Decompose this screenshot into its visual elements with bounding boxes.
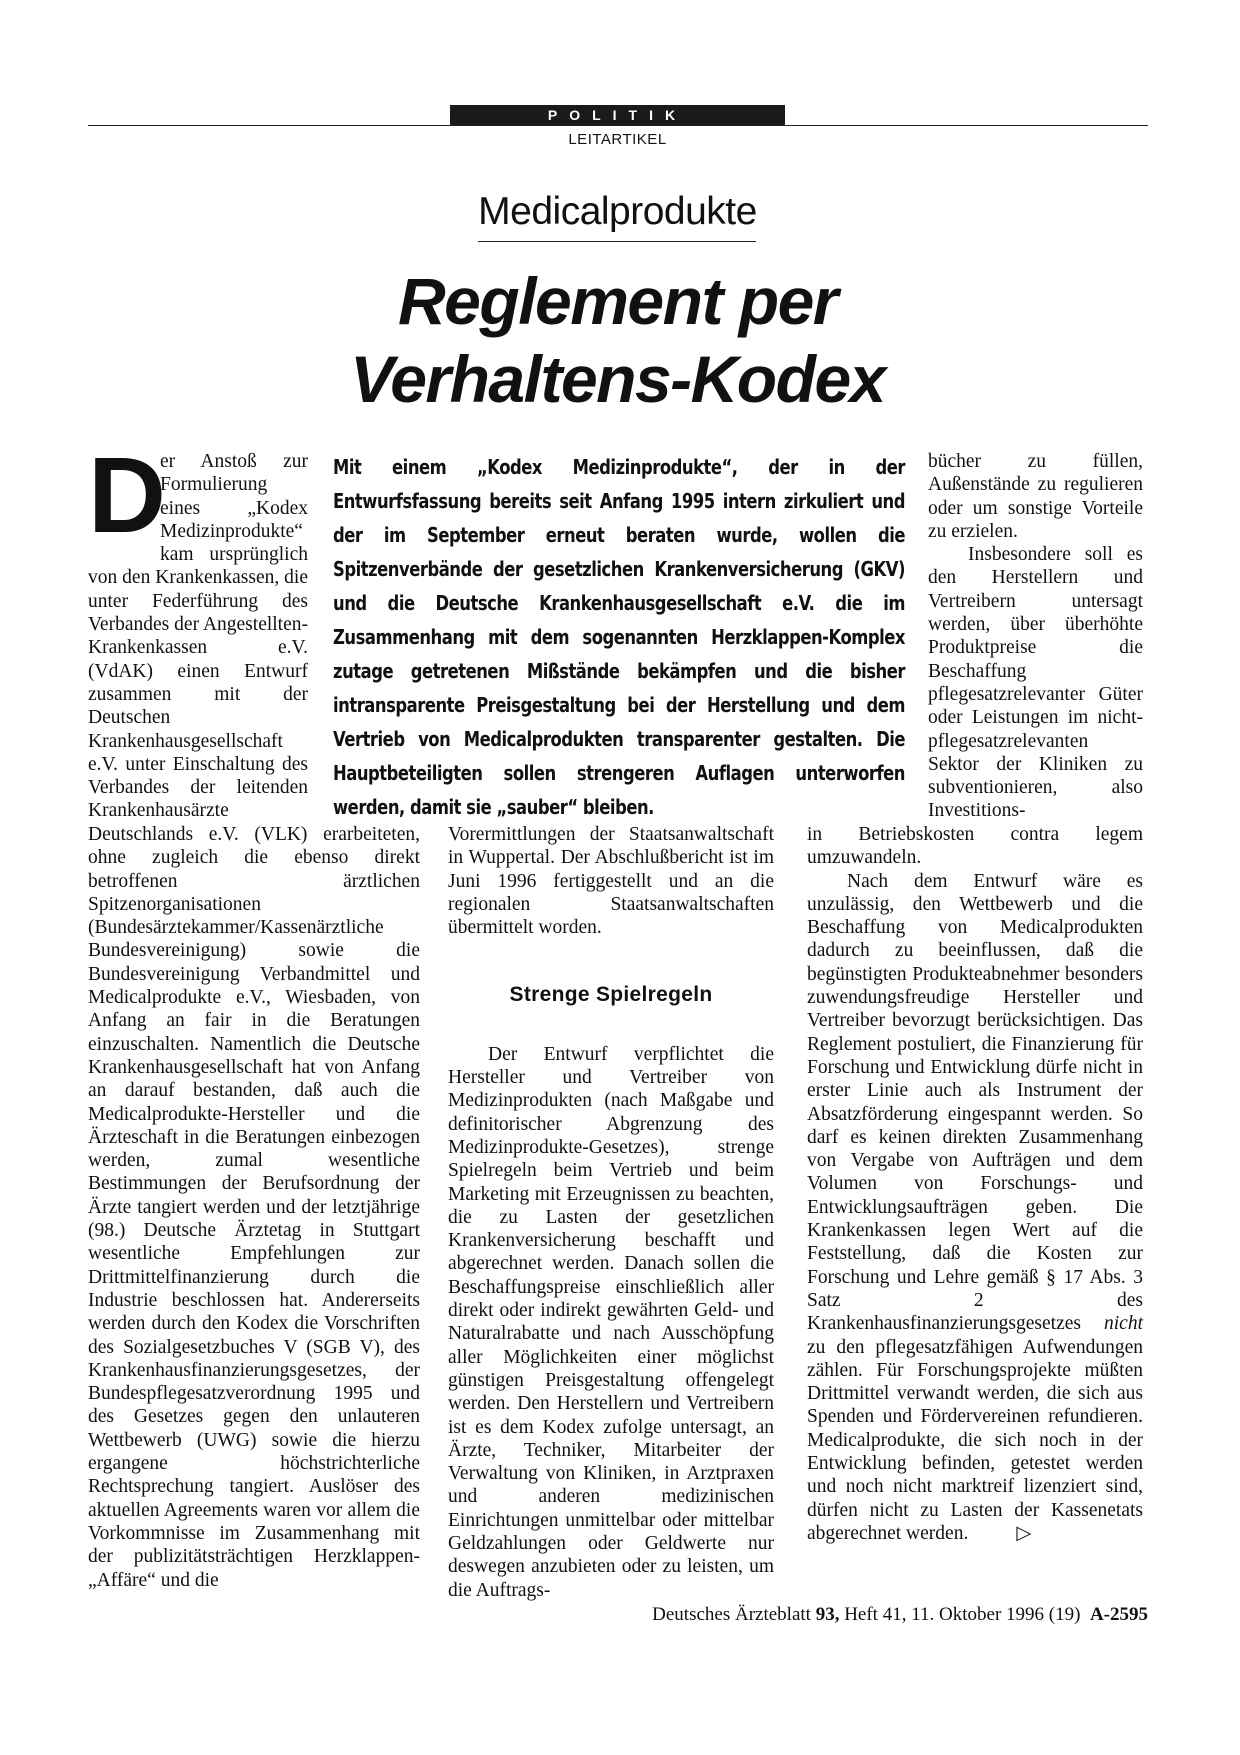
paragraph: Deutschlands e.V. (VLK) erarbeiteten, ohne zugleich die ebenso direkt betroffenen ärztlichen Spitzenorganisationen (Bundesärztekammer/Kassenärztliche Bundesvereinigung) sowie die Bundesvereinigung Verbandmittel und Medicalprodukte e.V., Wiesbaden, von Anfang an fair in die Beratungen einzuschalten. Namentlich die Deutsche Krankenhausgesellschaft hat von Anfang an darauf bestanden, daß auch die Medicalprodukte-Hersteller und die Ärzteschaft in die Beratungen einbezogen werden, zumal wesentliche Bestimmungen der Berufsordnung der Ärzte tangiert werden und der letztjährige (98.) Deutsche Ärztetag in Stuttgart wesentliche Empfehlungen zur Drittmittelfinanzierung durch die Industrie beschlossen hat. Andererseits werden durch den Kodex die Vorschriften des Sozialgesetzbuches V (SGB V), des Krankenhausfinanzierungsgesetzes, der Bundespflegesatzverordnung 1995 und des Gesetzes gegen den unlauteren Wettbewerb (UWG) sowie die hierzu ergangene höchstrichterliche Rechtsprechung tangiert. Auslöser des aktuellen Agreements waren vor allem die Vorkommnisse im Zusammenhang mit der publizitätsträchtigen Herzklappen-„Affäre“ und die [88, 824, 420, 1591]
column-right [807, 823, 1143, 1545]
headline [250, 262, 985, 418]
drop-cap: D [88, 434, 166, 555]
column-left-top [88, 434, 308, 823]
header-rule [88, 125, 1148, 126]
column-left [88, 823, 420, 1592]
page-number: A-2595 [1089, 1604, 1148, 1625]
headline-line-2: Verhaltens-Kodex [350, 342, 885, 416]
paragraph: Insbesondere soll es den Herstellern und Vertreibern untersagt werden, über überhöhte Produktpreise die Beschaffung pflegesatzrelevanter Güter oder Leistungen im nicht-pflegesatzrelevanten Sektor der Kliniken zu subventionieren, also Investitions- [928, 544, 1143, 822]
paragraph: bücher zu füllen, Außenstände zu regulieren oder um sonstige Vorteile zu erzielen. [928, 451, 1143, 542]
text-run: zu den pflegesatzfähigen Aufwendungen zählen. Für Forschungsprojekte müßten Drittmittel verwandt werden, die sich aus Spenden und Fördervereinen refundieren. Medicalprodukte, die sich noch in der Entwicklung befinden, getestet werden und noch nicht marktreif lizenziert sind, dürfen nicht zu Lasten der Kassenetats abgerechnet werden. [807, 1336, 1143, 1544]
text-run: Nach dem Entwurf wäre es unzulässig, den Wettbewerb und die Beschaffung von Medicalprodukten dadurch zu beeinflussen, daß die begünstigten Produkteabnehmer besonders zuwendungsfreudige Hersteller und Vertreiber bevorzugt berücksichtigen. Das Reglement postuliert, die Finanzierung für Forschung und Entwicklung dürfe nicht in erster Linie auch als Instrument der Absatzförderung eingespannt werden. So darf es keinen direkten Zusammenhang von Vergabe von Aufträgen und dem Volumen von Forschungs- und Entwicklungsaufträgen geben. Die Krankenkassen legen Wert auf die Feststellung, daß die Kosten zur Forschung und Lehre gemäß § 17 Abs. 3 Satz 2 des Krankenhausfinanzierungsgesetzes [807, 870, 1143, 1335]
section-label: POLITIK [450, 105, 785, 125]
subsection-label: LEITARTIKEL [568, 131, 667, 148]
continue-arrow-icon: ▷ [1016, 1522, 1032, 1544]
paragraph: in Betriebskosten contra legem umzuwandeln. [807, 824, 1143, 869]
lead-paragraph: Mit einem „Kodex Medizinprodukte“, der in der Entwurfsfassung bereits seit Anfang 1995 intern zirkuliert und der im September erneut beraten wurde, wollen die Spitzenverbände der gesetzlichen Krankenversicherung (GKV) und die Deutsche Krankenhausgesellschaft e.V. die im Zusammenhang mit dem sogenannten Herzklappen-Komplex zutage getretenen Mißstände bekämpfen und die bisher intransparente Preisgestaltung bei der Herstellung und dem Vertrieb von Medicalprodukten transparenter gestalten. Die Hauptbeteiligten sollen strengeren Auflagen unterworfen werden, damit sie „sauber“ bleiben. [333, 455, 905, 819]
intro-paragraph: er Anstoß zur Formulierung eines „Kodex Medizinprodukte“ kam ursprünglich von den Krankenkassen, die unter Federführung des Verbandes der Angestellten-Krankenkassen e.V. (VdAK) einen Entwurf zusammen mit der Deutschen Krankenhausgesellschaft e.V. unter Einschaltung des Verbandes der leitenden Krankenhausärzte [88, 451, 308, 822]
kicker-underline [478, 241, 756, 242]
column-right-top [928, 450, 1143, 823]
headline-line-1: Reglement per [398, 264, 837, 338]
emphasis: nicht [1104, 1313, 1143, 1335]
paragraph: Vorermittlungen der Staatsanwaltschaft in Wuppertal. Der Abschlußbericht ist im Juni 1996 fertiggestellt und an die regionalen Staatsanwaltschaften übermittelt worden. [448, 824, 774, 939]
journal-name: Deutsches Ärzteblatt [652, 1604, 811, 1625]
volume: 93, [815, 1604, 840, 1625]
issue: Heft 41, 11. Oktober 1996 (19) [844, 1604, 1081, 1625]
kicker: Medicalprodukte [478, 190, 757, 233]
column-middle [448, 823, 774, 1602]
paragraph: Der Entwurf verpflichtet die Hersteller und Vertreiber von Medizinprodukten (nach Maßgabe und definitorischer Abgrenzung des Medizinprodukte-Gesetzes), strenge Spielregeln beim Vertrieb und beim Marketing mit Erzeugnissen zu beachten, die zu Lasten der gesetzlichen Krankenversicherung beschafft und abgerechnet werden. Danach sollen die Beschaffungspreise einschließlich aller direkt oder indirekt gewährten Geld- und Naturalrabatte und nach Ausschöpfung aller Möglichkeiten einer möglichst günstigen Preisgestaltung offengelegt werden. Den Herstellern und Vertreibern ist es dem Kodex zufolge untersagt, an Ärzte, Techniker, Mitarbeiter der Verwaltung von Kliniken, in Arztpraxen und anderen medizinischen Einrichtungen unmittelbar oder mittelbar Geldzahlungen oder Geldwerte nur deswegen anzubieten oder zu leisten, um die Auftrags- [448, 1043, 774, 1601]
paragraph [807, 870, 1143, 1546]
page-footer [500, 1604, 1148, 1626]
subheading: Strenge Spielregeln [509, 983, 713, 1007]
